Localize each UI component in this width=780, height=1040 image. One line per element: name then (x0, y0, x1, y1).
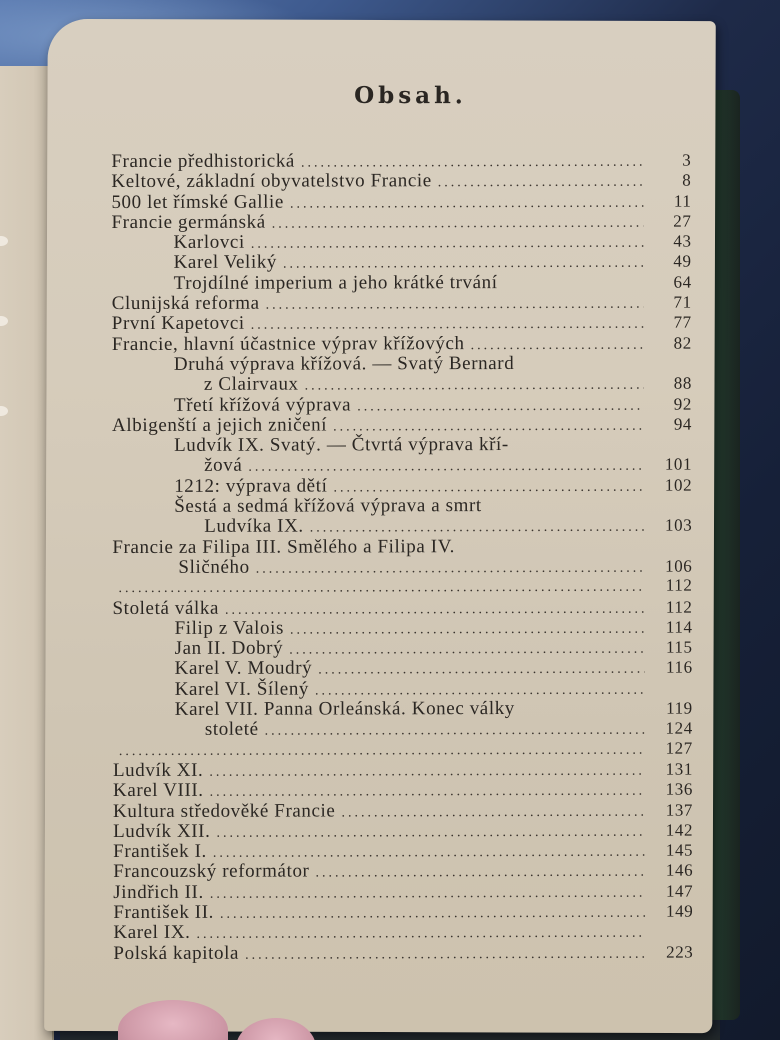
toc-entry-title: Karlovci (173, 231, 245, 254)
toc-entry (113, 901, 693, 923)
toc-entry-title: Druhá výprava křížová. — Svatý Bernard (173, 352, 515, 375)
dot-leader (310, 520, 645, 537)
toc-entry-title: Filip z Valois (174, 617, 284, 639)
toc-entry (113, 880, 693, 902)
toc-entry-title: Trojdílné imperium a jeho krátké trvání (173, 271, 498, 294)
toc-entry (111, 190, 691, 212)
toc-entry-title: Třetí křížová výprava (173, 393, 352, 416)
dot-leader (251, 317, 644, 334)
toc-entry-title: První Kapetovci (111, 313, 245, 335)
toc-entry (113, 758, 693, 780)
page-tear (0, 406, 8, 416)
toc-entry-page-number: 116 (665, 657, 693, 678)
dot-leader (210, 784, 645, 801)
dot-leader (333, 479, 644, 496)
toc-entry-title: Stoletá válka (112, 597, 219, 619)
toc-entry-title: Karel VI. Šílený (174, 678, 310, 700)
toc-entry-page-number: 43 (673, 231, 692, 251)
toc-entry (113, 860, 693, 882)
toc-entry-title: Sličného (178, 556, 250, 578)
toc-entry-page-number: 92 (673, 394, 692, 414)
book-page (44, 19, 716, 1033)
toc-entry-page-number: 112 (665, 597, 693, 617)
toc-entry (112, 474, 692, 496)
toc-entry-page-number: 82 (673, 333, 692, 353)
toc-entry-page-number: 146 (665, 860, 694, 881)
toc-entry (113, 637, 693, 659)
toc-entry-page-number: 8 (682, 170, 692, 190)
toc-entry-title: Karel V. Moudrý (174, 657, 313, 680)
toc-entry (112, 596, 692, 618)
toc-entry-title: František I. (113, 840, 207, 863)
toc-entry (113, 657, 693, 679)
dot-leader (209, 764, 645, 781)
page-tear (0, 236, 8, 246)
dot-leader (248, 459, 644, 476)
toc-entry (113, 799, 693, 821)
toc-entry-page-number: 64 (673, 272, 692, 292)
toc-entry (113, 616, 693, 638)
toc-entry-title: Polská kapitola (113, 942, 240, 964)
toc-entry-page-number: 137 (665, 800, 694, 820)
toc-entry-title: Karel Veliký (173, 252, 278, 274)
toc-entry-page-number: 136 (665, 779, 694, 799)
dot-leader (220, 906, 645, 923)
toc-entry-title: Ludvík IX. Svatý. — Čtvrtá výprava kří- (174, 434, 509, 457)
dot-leader (266, 297, 644, 314)
toc-entry-page-number: 27 (673, 211, 692, 231)
toc-entry-title: Ludvík XII. (113, 820, 211, 842)
toc-entry-page-number: 119 (666, 698, 693, 718)
toc-entry-page-number: 101 (664, 454, 693, 475)
dot-leader (290, 195, 644, 212)
toc-entry-page-number: 131 (665, 759, 693, 779)
toc-entry-page-number: 114 (665, 617, 693, 637)
toc-entry-title: Albigenští a jejich zničení (111, 414, 328, 436)
toc-entry (112, 555, 692, 577)
toc-entry-title: Francie předhistorická (111, 150, 295, 173)
toc-entry-title: Ludvíka IX. (204, 515, 304, 538)
toc-entry-page-number: 147 (665, 881, 694, 901)
toc-entry-page-number: 77 (673, 312, 692, 332)
dot-leader (119, 742, 645, 759)
dot-leader (216, 824, 645, 841)
toc-entry-page-number: 145 (665, 840, 694, 860)
toc-entry-page-number: 115 (665, 637, 693, 657)
toc-entry (113, 718, 693, 740)
toc-entry (113, 840, 693, 862)
toc-entry-page-number: 223 (666, 942, 694, 962)
dot-leader (289, 642, 644, 659)
dot-leader (196, 926, 645, 943)
toc-entry (112, 231, 692, 253)
toc-entry-title: František II. (113, 901, 214, 924)
toc-entry-title: Keltové, základní obyvatelstvo Francie (111, 170, 432, 193)
toc-entry (112, 535, 692, 557)
toc-entry-title: Ludvík XI. (112, 759, 204, 781)
toc-entry (112, 454, 692, 476)
dot-leader (315, 682, 645, 699)
toc-entry (113, 941, 693, 963)
toc-entry (111, 150, 691, 172)
dot-leader (290, 621, 645, 638)
page-tear (0, 316, 8, 326)
toc-entry-title: Jan II. Dobrý (174, 637, 284, 660)
toc-entry (112, 312, 692, 334)
toc-entry (112, 271, 692, 293)
toc-entry (113, 921, 693, 943)
dot-leader (333, 419, 644, 436)
toc-entry (113, 698, 693, 720)
dot-leader (118, 580, 644, 597)
toc-entry-page-number: 49 (673, 252, 692, 272)
toc-entry-title: stoleté (204, 718, 259, 741)
toc-entry-page-number: 88 (673, 373, 692, 393)
toc-entry-title: 500 let římské Gallie (111, 191, 284, 213)
toc-entry (112, 332, 692, 354)
dot-leader (251, 236, 644, 253)
toc-entry-title: žová (204, 455, 243, 477)
dot-leader (283, 256, 644, 273)
dot-leader (225, 601, 645, 618)
toc-entry (111, 210, 691, 232)
toc-entry-title: Francie za Filipa III. Smělého a Filipa IV. (112, 535, 455, 558)
toc-entry-title: 1212: výprava dětí (174, 475, 328, 497)
table-of-contents (111, 150, 693, 963)
toc-entry-page-number: 103 (664, 515, 693, 535)
toc-entry-page-number: 102 (664, 475, 693, 495)
dot-leader (357, 398, 644, 415)
toc-entry-page-number: 94 (673, 414, 693, 434)
toc-entry (113, 819, 693, 841)
toc-entry (112, 373, 692, 395)
dot-leader (318, 662, 644, 679)
toc-entry (113, 779, 693, 801)
toc-entry-page-number: 71 (673, 292, 692, 312)
toc-entry-title: Francie germánská (111, 211, 266, 233)
toc-entry (112, 251, 692, 273)
toc-entry (112, 576, 692, 598)
dot-leader (272, 216, 644, 233)
dot-leader (341, 804, 645, 821)
toc-entry-title: z Clairvaux (203, 373, 299, 396)
toc-entry-page-number: 149 (665, 901, 694, 921)
toc-entry (112, 413, 692, 435)
toc-entry (112, 353, 692, 375)
dot-leader (265, 723, 645, 740)
dot-leader (315, 865, 645, 882)
toc-entry-page-number: 3 (682, 150, 692, 170)
toc-entry-title: Karel IX. (113, 922, 191, 944)
toc-entry-page-number: 124 (665, 718, 693, 738)
toc-entry (112, 515, 692, 537)
dot-leader (305, 378, 644, 395)
dot-leader (301, 155, 643, 172)
page-title: Obsah. (354, 81, 467, 110)
toc-entry-title: Karel VIII. (112, 780, 204, 802)
toc-entry-title: Francouzský reformátor (113, 860, 310, 883)
toc-entry-title: Šestá a sedmá křížová výprava a smrt (174, 495, 482, 517)
dot-leader (210, 885, 645, 902)
dot-leader (256, 561, 645, 578)
toc-entry (112, 495, 692, 517)
toc-entry (112, 292, 692, 314)
dot-leader (213, 845, 645, 862)
toc-entry (111, 170, 691, 192)
toc-entry (112, 393, 692, 415)
toc-entry-title: Karel VII. Panna Orleánská. Konec války (174, 698, 515, 720)
toc-entry-page-number: 11 (673, 191, 692, 211)
toc-entry-page-number: 112 (665, 575, 693, 595)
toc-entry-title: Francie, hlavní účastnice výprav křížových (111, 332, 465, 355)
toc-entry-title: Jindřich II. (113, 881, 204, 903)
toc-entry-page-number: 142 (665, 820, 694, 840)
toc-entry (113, 677, 693, 699)
toc-entry-title: Kultura středověké Francie (113, 799, 336, 822)
dot-leader (245, 946, 645, 963)
toc-entry-page-number: 106 (665, 556, 693, 576)
toc-entry-title: Clunijská reforma (111, 292, 260, 315)
toc-entry (113, 738, 693, 760)
dot-leader (471, 337, 644, 353)
toc-entry (112, 434, 692, 456)
dot-leader (438, 175, 644, 192)
toc-entry-page-number: 127 (665, 738, 693, 758)
